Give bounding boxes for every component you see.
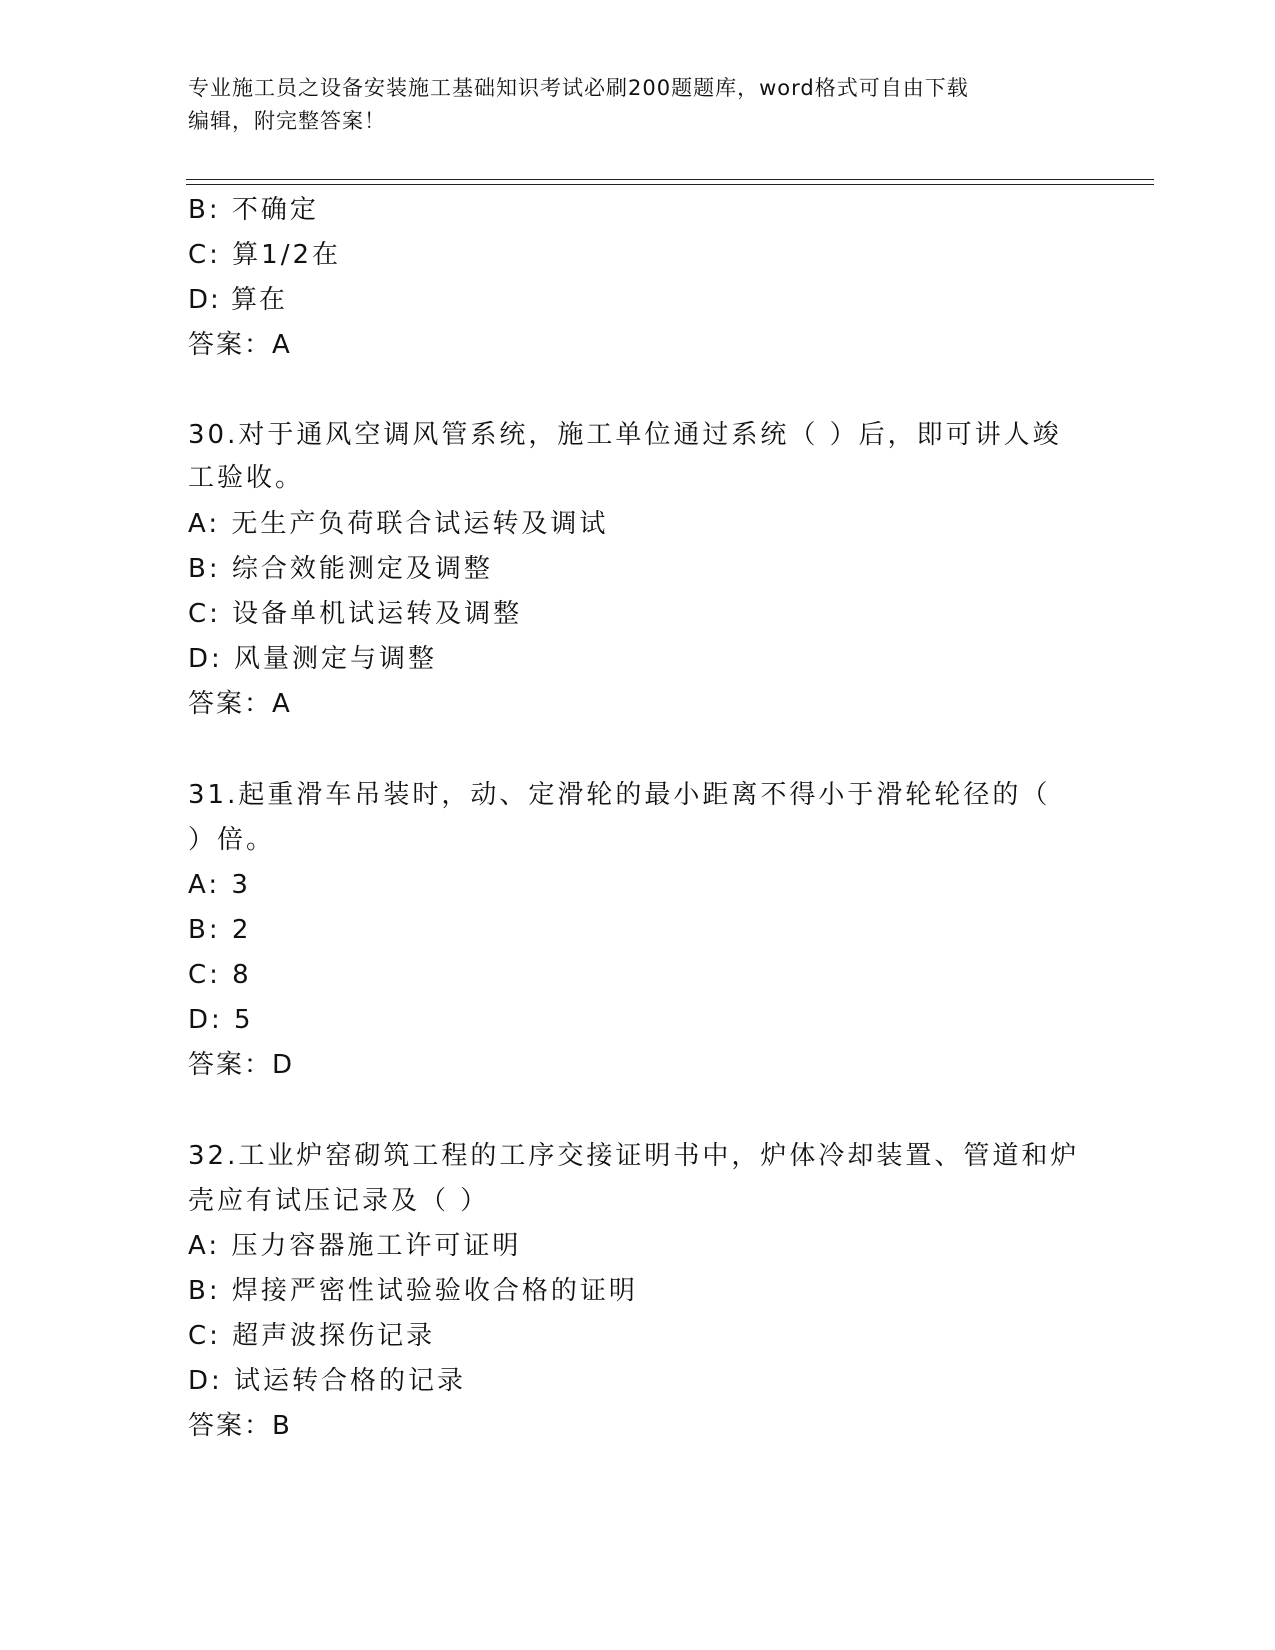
q29-option-d: D: 算在 <box>188 285 288 315</box>
q32-option-b: B: 焊接严密性试验验收合格的证明 <box>188 1276 638 1306</box>
q31-answer: 答案：D <box>188 1050 295 1080</box>
header-divider-bottom <box>186 184 1154 185</box>
header-title-line-1: 专业施工员之设备安装施工基础知识考试必刷200题题库，word格式可自由下载 <box>188 76 969 100</box>
q32-option-a: A: 压力容器施工许可证明 <box>188 1231 522 1261</box>
q29-answer: 答案：A <box>188 330 292 360</box>
document-header <box>188 72 1088 138</box>
q30-answer: 答案：A <box>188 689 292 719</box>
q32-stem-line-2: 壳应有试压记录及（ ） <box>188 1186 490 1216</box>
q30-option-a: A: 无生产负荷联合试运转及调试 <box>188 509 609 539</box>
q31-stem-line-1: 31.起重滑车吊装时，动、定滑轮的最小距离不得小于滑轮轮径的（ <box>188 780 1051 810</box>
q31-stem-line-2: ）倍。 <box>188 825 276 855</box>
q32-option-d: D: 试运转合格的记录 <box>188 1366 467 1396</box>
q29-option-c: C: 算1/2在 <box>188 240 342 270</box>
q32-stem-line-1: 32.工业炉窑砌筑工程的工序交接证明书中，炉体冷却装置、管道和炉 <box>188 1141 1080 1171</box>
header-divider-top <box>186 179 1154 180</box>
header-title-line-2: 编辑，附完整答案！ <box>188 109 386 133</box>
q31-option-d: D: 5 <box>188 1005 254 1035</box>
q30-stem-line-1: 30.对于通风空调风管系统，施工单位通过系统（ ）后，即可讲人竣 <box>188 420 1062 450</box>
q32-option-c: C: 超声波探伤记录 <box>188 1321 436 1351</box>
q32-answer: 答案：B <box>188 1411 292 1441</box>
q30-option-d: D: 风量测定与调整 <box>188 644 438 674</box>
q31-option-c: C: 8 <box>188 960 252 990</box>
q31-option-a: A: 3 <box>188 870 251 900</box>
q31-option-b: B: 2 <box>188 915 252 945</box>
q30-stem-line-2: 工验收。 <box>188 463 305 493</box>
q29-option-b: B: 不确定 <box>188 195 319 225</box>
q30-option-c: C: 设备单机试运转及调整 <box>188 599 523 629</box>
q30-option-b: B: 综合效能测定及调整 <box>188 554 493 584</box>
